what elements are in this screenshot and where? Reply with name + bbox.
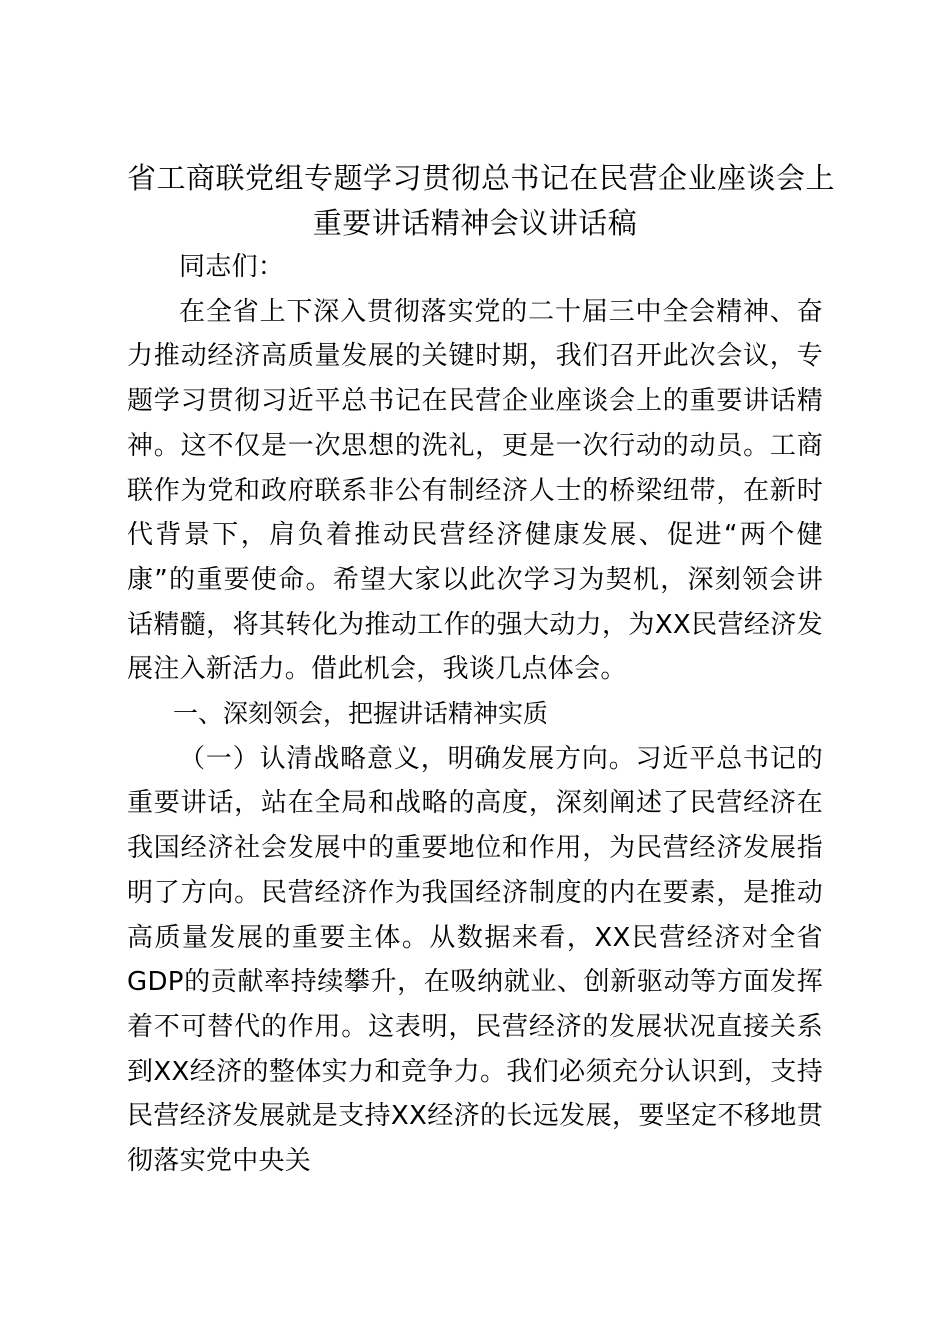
salutation: 同志们： — [179, 252, 285, 282]
title-line-1: 省工商联党组专题学习贯彻总书记在民营企业座谈会上 — [127, 161, 836, 195]
title-line-2: 重要讲话精神会议讲话稿 — [312, 205, 638, 240]
section-heading-1: 一、深刻领会，把握讲话精神实质 — [173, 699, 549, 729]
document-page — [127, 156, 836, 1184]
paragraph-intro: 在全省上下深入贯彻落实党的二十届三中全会精神、奋力推动经济高质量发展的关键时期，我们召开此次会议，专题学习贯彻习近平总书记在民营企业座谈会上的重要讲话精神。这不仅是一次思想的洗礼，更是一次行动的动员。工商联作为党和政府联系非公有制经济人士的桥梁纽带，在新时代背景下，肩负着推动民营经济健康发展、促进“两个健康”的重要使命。希望大家以此次学习为契机，深刻领会讲话精髓，将其转化为推动工作的强大动力，为XX民营经济发展注入新活力。借此机会，我谈几点体会。 — [127, 296, 823, 685]
document-title — [127, 156, 836, 245]
paragraph-strategic-significance: （一）认清战略意义，明确发展方向。习近平总书记的重要讲话，站在全局和战略的高度，深刻阐述了民营经济在我国经济社会发展中的重要地位和作用，为民营经济发展指明了方向。民营经济作为我国经济制度的内在要素，是推动高质量发展的重要主体。从数据来看，XX民营经济对全省GDP的贡献率持续攀升，在吸纳就业、创新驱动等方面发挥着不可替代的作用。这表明，民营经济的发展状况直接关系到XX经济的整体实力和竞争力。我们必须充分认识到，支持民营经济发展就是支持XX经济的长远发展，要坚定不移地贯彻落实党中央关 — [127, 743, 823, 1177]
